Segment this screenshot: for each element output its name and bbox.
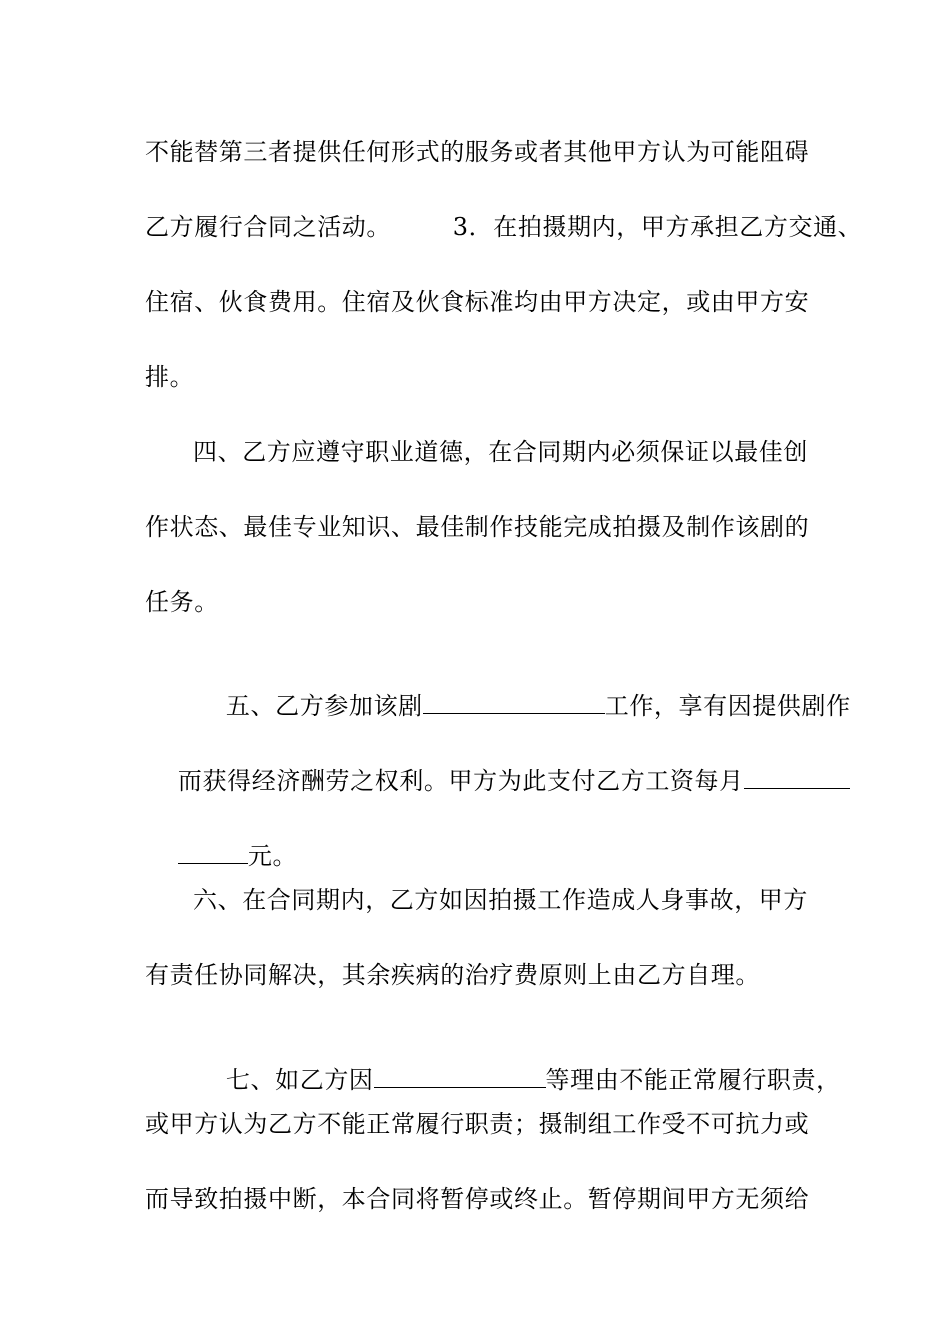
text-segment: 七、如乙方因 — [225, 1066, 374, 1094]
text-line: 任务。 — [145, 588, 219, 616]
text-line: 乙方履行合同之活动。 3．在拍摄期内，甲方承担乙方交通、 — [145, 213, 863, 241]
salary-blank-line-continued — [178, 841, 248, 864]
text-line: 而导致拍摄中断，本合同将暂停或终止。暂停期间甲方无须给 — [145, 1185, 810, 1213]
text-line: 或甲方认为乙方不能正常履行职责；摄制组工作受不可抗力或 — [145, 1110, 810, 1138]
role-blank-line — [423, 691, 605, 714]
text-line: 排。 — [145, 363, 195, 391]
reason-blank-line — [374, 1065, 546, 1088]
text-line: 不能替第三者提供任何形式的服务或者其他甲方认为可能阻碍 — [145, 138, 810, 166]
paragraph-four-start: 四、乙方应遵守职业道德，在合同期内必须保证以最佳创 — [193, 438, 808, 466]
paragraph-six-start: 六、在合同期内，乙方如因拍摄工作造成人身事故，甲方 — [193, 886, 808, 914]
salary-blank-line — [744, 766, 850, 789]
text-segment: 元。 — [247, 842, 298, 870]
text-line: 作状态、最佳专业知识、最佳制作技能完成拍摄及制作该剧的 — [145, 513, 810, 541]
text-segment: 等理由不能正常履行职责， — [545, 1066, 841, 1094]
text-segment: 五、乙方参加该剧 — [225, 692, 423, 720]
text-segment: 工作，享有因提供剧作 — [604, 692, 851, 720]
text-line: 有责任协同解决，其余疾病的治疗费原则上由乙方自理。 — [145, 961, 760, 989]
text-segment: 而获得经济酬劳之权利。甲方为此支付乙方工资每月 — [177, 767, 744, 795]
text-line: 住宿、伙食费用。住宿及伙食标准均由甲方决定，或由甲方安 — [145, 288, 810, 316]
